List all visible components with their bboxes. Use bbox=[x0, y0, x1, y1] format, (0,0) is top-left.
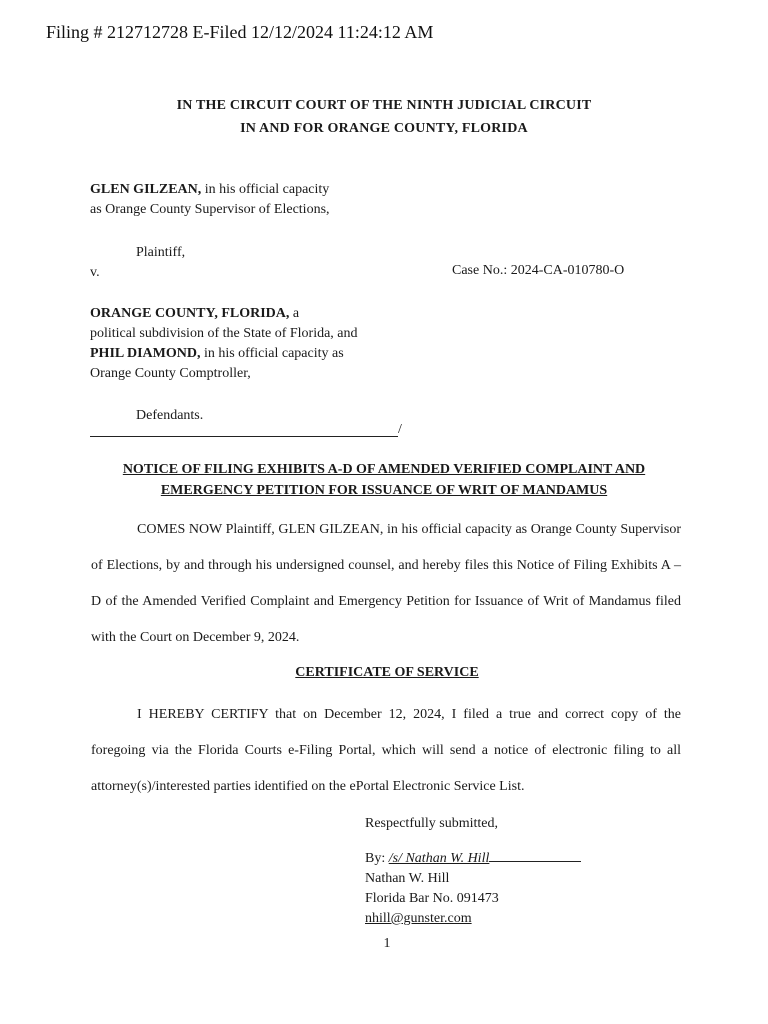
attorney-name: Nathan W. Hill bbox=[365, 871, 450, 886]
versus: v. bbox=[90, 265, 100, 280]
notice-title-line1: NOTICE OF FILING EXHIBITS A-D OF AMENDED VERIFIED COMPLAINT AND bbox=[122, 462, 646, 477]
attorney-email-link[interactable]: nhill@gunster.com bbox=[365, 911, 472, 926]
page-number: 1 bbox=[383, 936, 391, 951]
defendants-block bbox=[90, 304, 358, 384]
filing-stamp: Filing # 212712728 E-Filed 12/12/2024 11:24:12 AM bbox=[46, 22, 434, 42]
court-name-line2: IN AND FOR ORANGE COUNTY, FLORIDA bbox=[240, 121, 528, 136]
by-label: By: bbox=[365, 851, 389, 866]
defendant-1-name: ORANGE COUNTY, FLORIDA, bbox=[90, 306, 290, 321]
caption-signature-line bbox=[90, 436, 398, 437]
defendant-1-desc-2: political subdivision of the State of Florida, and bbox=[90, 326, 358, 341]
defendant-1-desc-1: a bbox=[289, 306, 300, 321]
certificate-paragraph bbox=[91, 697, 681, 805]
defendant-2-name: PHIL DIAMOND, bbox=[90, 346, 201, 361]
electronic-signature: /s/ Nathan W. Hill bbox=[388, 851, 490, 866]
signature-block bbox=[365, 849, 581, 929]
body-paragraph bbox=[91, 512, 681, 656]
plaintiff-role: Plaintiff, bbox=[136, 245, 186, 260]
plaintiff-name: GLEN GILZEAN, bbox=[90, 182, 202, 197]
defendant-2-desc-2: Orange County Comptroller, bbox=[90, 366, 251, 381]
closing: Respectfully submitted, bbox=[365, 816, 498, 831]
body-paragraph-text: COMES NOW Plaintiff, GLEN GILZEAN, in his official capacity as Orange County Supervisor of Elections, by and through his undersigned counsel, and hereby files this Notice of Filing Exhibits A – D of the Amended Verified Complaint and Emergency Petition for Issuance of Writ of Mandamus filed with the Court on December 9, 2024. bbox=[91, 522, 681, 645]
certificate-text: I HEREBY CERTIFY that on December 12, 2024, I filed a true and correct copy of the foregoing via the Florida Courts e-Filing Portal, which will send a notice of electronic filing to all attorney(s)/interested parties identified on the ePortal Electronic Service List. bbox=[91, 707, 681, 794]
defendant-2-desc-1: in his official capacity as bbox=[200, 346, 344, 361]
bar-number: Florida Bar No. 091473 bbox=[365, 891, 499, 906]
plaintiff-block bbox=[90, 180, 330, 220]
court-name-line1: IN THE CIRCUIT COURT OF THE NINTH JUDICIAL CIRCUIT bbox=[176, 98, 592, 113]
defendants-role: Defendants. bbox=[136, 408, 204, 423]
case-number: Case No.: 2024-CA-010780-O bbox=[452, 263, 625, 278]
plaintiff-desc-1: in his official capacity bbox=[201, 182, 330, 197]
plaintiff-desc-2: as Orange County Supervisor of Elections, bbox=[90, 202, 330, 217]
notice-title-line2: EMERGENCY PETITION FOR ISSUANCE OF WRIT OF MANDAMUS bbox=[160, 483, 608, 498]
certificate-title: CERTIFICATE OF SERVICE bbox=[295, 665, 479, 680]
signature-underline bbox=[489, 849, 581, 862]
caption-slash: / bbox=[398, 422, 402, 437]
